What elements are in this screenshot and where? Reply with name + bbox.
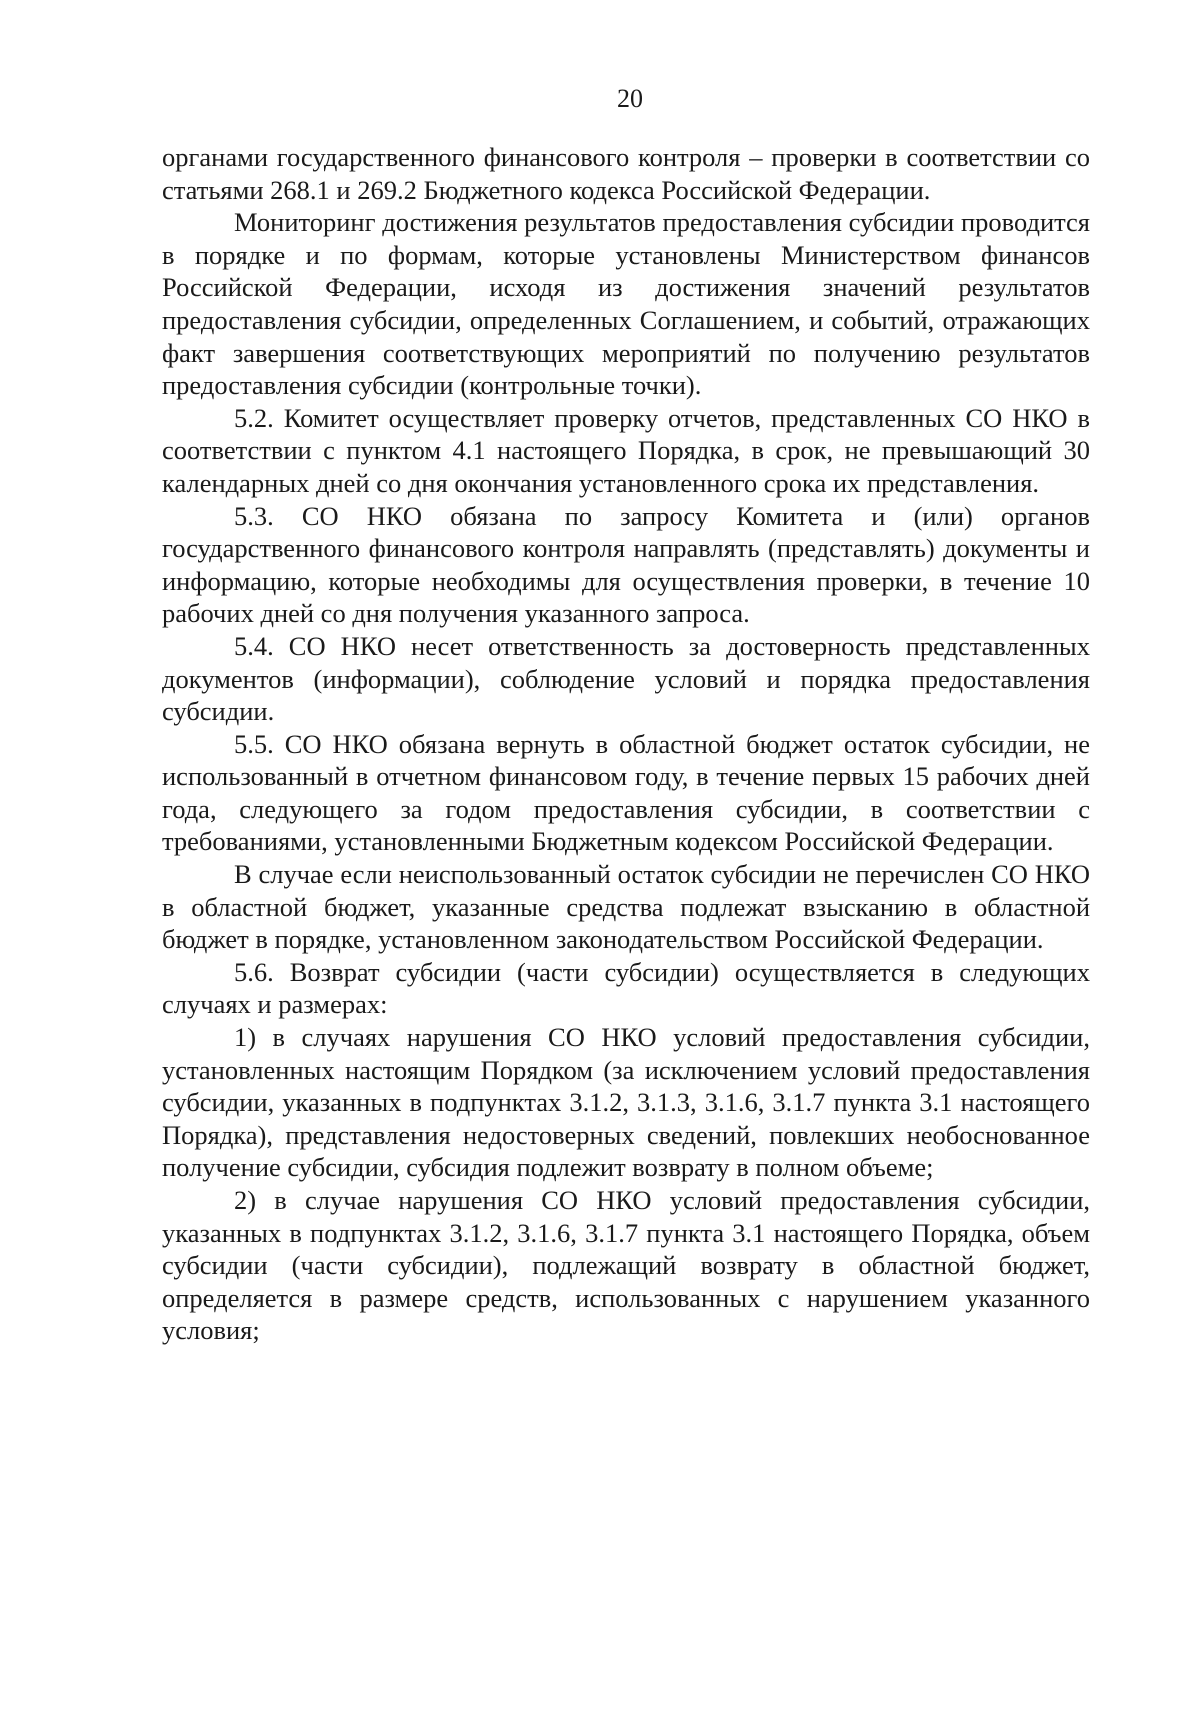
paragraph-5-5: 5.5. СО НКО обязана вернуть в областной бюджет остаток субсидии, не использованный в отчетном финансовом году, в течение первых 15 рабочих дней года, следующего за годом предоставления субсидии, в соответствии с требованиями, установленными Бюджетным кодексом Российской Федерации. xyxy=(162,728,1090,857)
document-body xyxy=(162,141,1090,1347)
paragraph-monitoring: Мониторинг достижения результатов предоставления субсидии проводится в порядке и по формам, которые установлены Министерством финансов Российской Федерации, исходя из достижения значений результатов предоставления субсидии, определенных Соглашением, и событий, отражающих факт завершения соответствующих мероприятий по получению результатов предоставления субсидии (контрольные точки). xyxy=(162,207,1090,401)
paragraph-5-3: 5.3. СО НКО обязана по запросу Комитета и (или) органов государственного финансового контроля направлять (представлять) документы и информацию, которые необходимы для осуществления проверки, в течение 10 рабочих дней со дня получения указанного запроса. xyxy=(162,500,1090,629)
paragraph-unused-remainder: В случае если неиспользованный остаток субсидии не перечислен СО НКО в областной бюджет, указанные средства подлежат взысканию в областной бюджет в порядке, установленном законодательством Российской Федерации. xyxy=(162,859,1090,955)
paragraph-5-6-item-1: 1) в случаях нарушения СО НКО условий предоставления субсидии, установленных настоящим Порядком (за исключением условий предоставления субсидии, указанных в подпунктах 3.1.2, 3.1.3, 3.1.6, 3.1.7 пункта 3.1 настоящего Порядка), представления недостоверных сведений, повлекших необоснованное получение субсидии, субсидия подлежит возврату в полном объеме; xyxy=(162,1022,1090,1183)
paragraph-5-6-item-2: 2) в случае нарушения СО НКО условий предоставления субсидии, указанных в подпунктах 3.1.2, 3.1.6, 3.1.7 пункта 3.1 настоящего Порядка, объем субсидии (части субсидии), подлежащий возврату в областной бюджет, определяется в размере средств, использованных с нарушением указанного условия; xyxy=(162,1185,1090,1346)
paragraph-continuation: органами государственного финансового контроля – проверки в соответствии со статьями 268.1 и 269.2 Бюджетного кодекса Российской Федерации. xyxy=(162,142,1090,205)
paragraph-5-2: 5.2. Комитет осуществляет проверку отчетов, представленных СО НКО в соответствии с пунктом 4.1 настоящего Порядка, в срок, не превышающий 30 календарных дней со дня окончания установленного срока их представления. xyxy=(162,402,1090,498)
paragraph-5-6: 5.6. Возврат субсидии (части субсидии) осуществляется в следующих случаях и размерах: xyxy=(162,956,1090,1020)
paragraph-5-4: 5.4. СО НКО несет ответственность за достоверность представленных документов (информации), соблюдение условий и порядка предоставления субсидии. xyxy=(162,630,1090,727)
page-number: 20 xyxy=(617,84,643,113)
